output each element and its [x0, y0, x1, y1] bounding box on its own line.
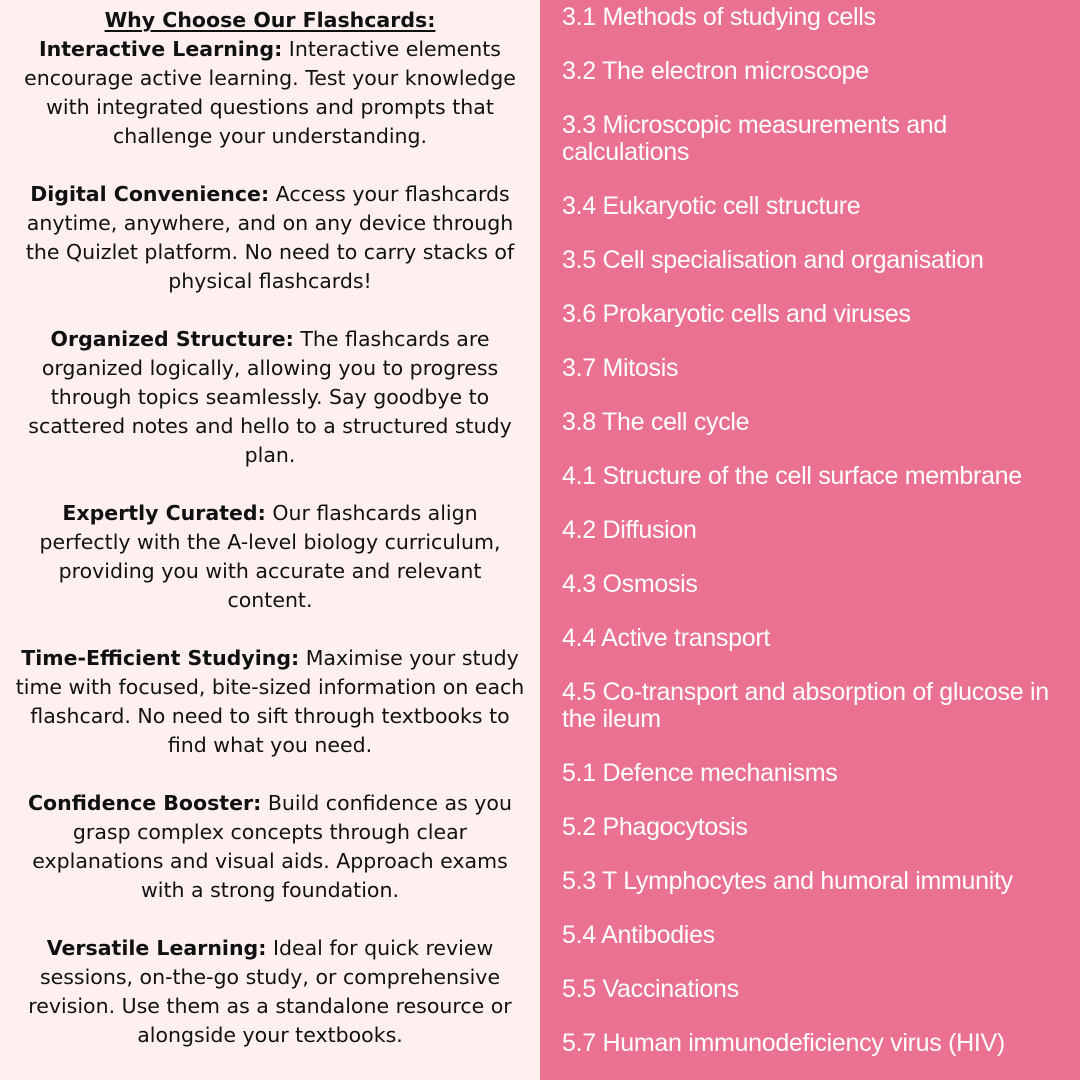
feature-expertly-curated — [14, 499, 526, 615]
topic-item: 5.7 Human immunodeficiency virus (HIV) — [562, 1029, 1005, 1057]
feature-text: Build confidence as you grasp complex concepts through clear explanations and visual aids. Approach exams with a strong foundation. — [32, 791, 512, 902]
feature-title: Versatile Learning: — [46, 936, 267, 960]
topic-item: 3.4 Eukaryotic cell structure — [562, 192, 861, 220]
feature-text: Ideal for quick review sessions, on-the-go study, or comprehensive revision. Use them as a standalone resource or alongside your textbooks. — [28, 936, 512, 1047]
topic-item: 3.6 Prokaryotic cells and viruses — [562, 300, 911, 328]
topic-item: 4.4 Active transport — [562, 624, 771, 652]
feature-digital-convenience — [14, 180, 526, 296]
topics-panel — [540, 0, 1080, 1080]
topic-item: 4.2 Diffusion — [562, 516, 697, 544]
feature-title: Interactive Learning: — [39, 37, 283, 61]
feature-title: Confidence Booster: — [28, 791, 262, 815]
topic-item: 4.3 Osmosis — [562, 570, 698, 598]
feature-title: Digital Convenience: — [30, 182, 270, 206]
topic-item: 3.1 Methods of studying cells — [562, 3, 876, 31]
topic-item: 5.4 Antibodies — [562, 921, 715, 949]
topic-item: 4.1 Structure of the cell surface membrane — [562, 462, 1022, 490]
feature-text: The flashcards are organized logically, allowing you to progress through topics seamlessly. Say goodbye to scattered notes and hello to a structured study plan. — [28, 327, 512, 467]
features-heading: Why Choose Our Flashcards: — [104, 8, 436, 32]
topic-item: 3.3 Microscopic measurements and calculations — [562, 111, 948, 166]
topic-item: 3.5 Cell specialisation and organisation — [562, 246, 984, 274]
feature-organized-structure — [14, 325, 526, 470]
feature-time-efficient-studying — [14, 644, 526, 760]
topic-item: 4.5 Co-transport and absorption of glucose in the ileum — [562, 678, 1049, 733]
topic-item: 3.2 The electron microscope — [562, 57, 869, 85]
feature-text: Interactive elements encourage active learning. Test your knowledge with integrated questions and prompts that challenge your understanding. — [24, 37, 516, 148]
topic-item: 3.7 Mitosis — [562, 354, 679, 382]
feature-title: Expertly Curated: — [62, 501, 266, 525]
feature-confidence-booster — [14, 789, 526, 905]
feature-title: Organized Structure: — [50, 327, 294, 351]
topic-item: 5.5 Vaccinations — [562, 975, 739, 1003]
feature-text: Our flashcards align perfectly with the A-level biology curriculum, providing you with accurate and relevant content. — [39, 501, 501, 612]
topic-item: 5.1 Defence mechanisms — [562, 759, 838, 787]
feature-interactive-learning — [14, 35, 526, 151]
feature-text: Maximise your study time with focused, bite-sized information on each flashcard. No need to sift through textbooks to find what you need. — [15, 646, 525, 757]
topic-item: 5.3 T Lymphocytes and humoral immunity — [562, 867, 1013, 895]
feature-title: Time-Efficient Studying: — [21, 646, 300, 670]
topic-item: 5.2 Phagocytosis — [562, 813, 748, 841]
topic-item: 3.8 The cell cycle — [562, 408, 750, 436]
feature-text: Access your flashcards anytime, anywhere, and on any device through the Quizlet platform. No need to carry stacks of physical flashcards! — [25, 182, 515, 293]
feature-versatile-learning — [14, 934, 526, 1050]
